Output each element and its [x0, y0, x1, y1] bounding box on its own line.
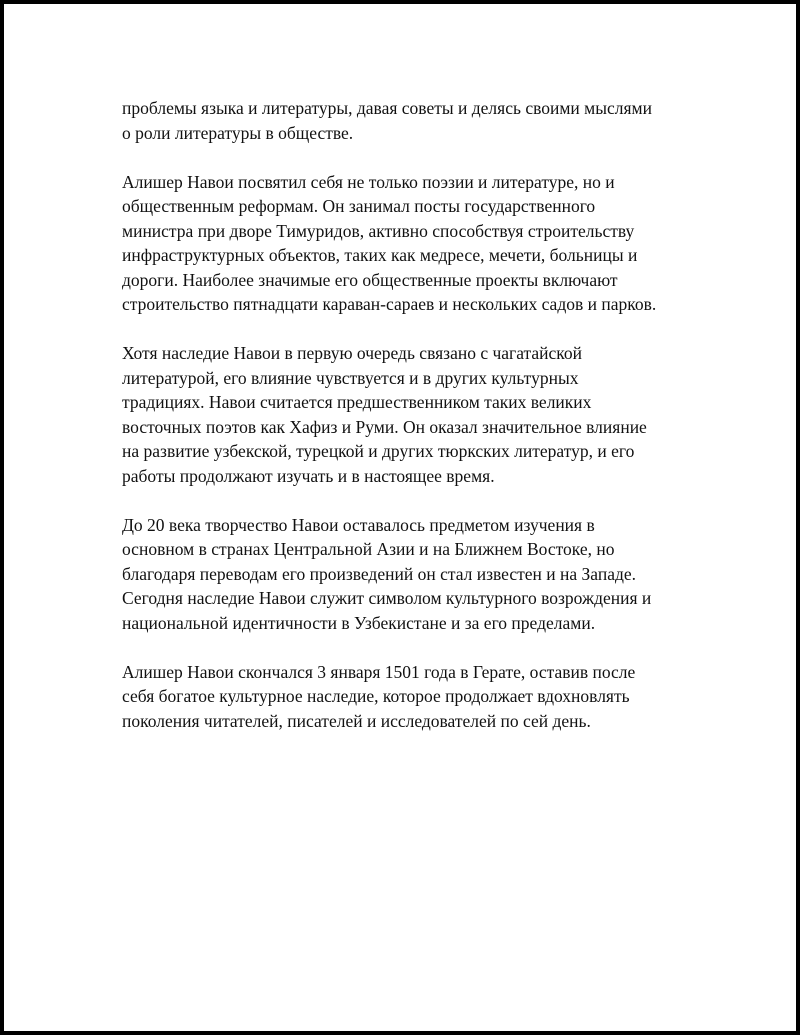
- text-line: основном в странах Центральной Азии и на Ближнем Востоке, но: [122, 539, 615, 559]
- text-line: работы продолжают изучать и в настоящее время.: [122, 465, 495, 486]
- text-line: До 20 века творчество Навои оставалось предметом изучения в: [122, 514, 595, 535]
- paragraph-2: [122, 170, 722, 317]
- text-line: себя богатое культурное наследие, которое продолжает вдохновлять: [122, 686, 630, 706]
- text-line: Хотя наследие Навои в первую очередь связано с чагатайской: [122, 343, 583, 363]
- text-line: поколения читателей, писателей и исследователей по сей день.: [122, 710, 591, 731]
- text-line: Алишер Навои посвятил себя не только поэзии и литературе, но и: [122, 171, 615, 192]
- paragraph-3: [122, 341, 722, 488]
- paragraph-1: [122, 96, 722, 145]
- text-line: о роли литературы в обществе.: [122, 122, 354, 143]
- text-line: Сегодня наследие Навои служит символом культурного возрождения и: [122, 588, 652, 608]
- document-body: [122, 96, 722, 758]
- text-line: национальной идентичности в Узбекистане и за его пределами.: [122, 612, 596, 633]
- text-line: благодаря переводам его произведений он стал известен и на Западе.: [122, 563, 637, 584]
- text-line: строительство пятнадцати караван-сараев и нескольких садов и парков.: [122, 294, 657, 314]
- text-line: инфраструктурных объектов, таких как медресе, мечети, больницы и: [122, 245, 638, 265]
- text-line: дороги. Наиболее значимые его общественные проекты включают: [122, 269, 618, 290]
- text-line: литературой, его влияние чувствуется и в других культурных: [122, 367, 579, 388]
- text-line: проблемы языка и литературы, давая советы и делясь своими мыслями: [122, 98, 652, 118]
- text-line: общественным реформам. Он занимал посты государственного: [122, 196, 596, 216]
- text-line: министра при дворе Тимуридов, активно способствуя строительству: [122, 220, 635, 241]
- text-line: восточных поэтов как Хафиз и Руми. Он оказал значительное влияние: [122, 416, 647, 437]
- text-line: традициях. Навои считается предшественником таких великих: [122, 392, 592, 412]
- paragraph-5: [122, 660, 722, 734]
- text-line: на развитие узбекской, турецкой и других тюркских литератур, и его: [122, 441, 635, 461]
- text-line: Алишер Навои скончался 3 января 1501 года в Герате, оставив после: [122, 661, 636, 682]
- paragraph-4: [122, 513, 722, 636]
